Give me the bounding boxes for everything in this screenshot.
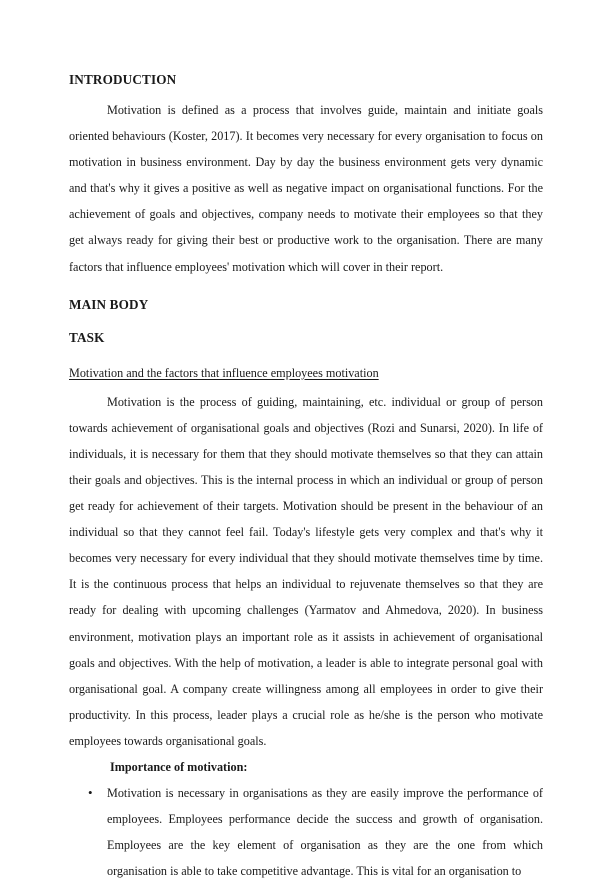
task-paragraph: Motivation is the process of guiding, maintaining, etc. individual or group of person towards achievement of organisational goals and objectives (Rozi and Sunarsi, 2020). In life of individuals, it is necessary for them that they should motivate themselves so that they can attain their goals and objectives. This is the internal process in which an individual or group of person get ready for achievement of their targets. Motivation should be present in the behaviour of an individual so that they cannot feel fail. Today's lifestyle gets very complex and that's why it becomes very necessary for every individual that they should motivate themselves time by time. It is the continuous process that helps an individual to rejuvenate themselves so that they are ready for dealing with upcoming challenges (Yarmatov and Ahmedova, 2020). In business environment, motivation plays an important role as it assists in achievement of organisational goals and objectives. With the help of motivation, a leader is able to integrate personal goal with organisational goal. A company create willingness among all employees in order to give their productivity. In this process, leader plays a crucial role as he/she is the person who motivate employees towards organisational goals. [69, 394, 543, 748]
bullet-point-icon: • [88, 785, 93, 801]
section-heading-main-body: MAIN BODY [69, 296, 149, 312]
document-content [69, 72, 543, 884]
section-heading-task: TASK [69, 329, 105, 345]
task-subheading: Motivation and the factors that influence employees motivation [69, 365, 379, 380]
list-item [69, 780, 543, 884]
importance-of-motivation-label: Importance of motivation: [110, 759, 248, 774]
section-heading-introduction: INTRODUCTION [69, 72, 177, 87]
importance-bullet-list [69, 780, 543, 884]
introduction-paragraph: Motivation is defined as a process that involves guide, maintain and initiate goals oriented behaviours (Koster, 2017). It becomes very necessary for every organisation to focus on motivation in business environment. Day by day the business environment gets very dynamic and that's why it gives a positive as well as negative impact on organisational functions. For the achievement of goals and objectives, company needs to motivate their employees so that they get always ready for giving their best or productive work to the organisation. There are many factors that influence employees' motivation which will cover in their report. [69, 103, 543, 274]
list-item-text: Motivation is necessary in organisations as they are easily improve the performance of employees. Employees performance decide the success and growth of organisation. Employees are the key element of organisation as they are the one from which organisation is able to take competitive advantage. This is vital for an organisation to [107, 786, 543, 879]
